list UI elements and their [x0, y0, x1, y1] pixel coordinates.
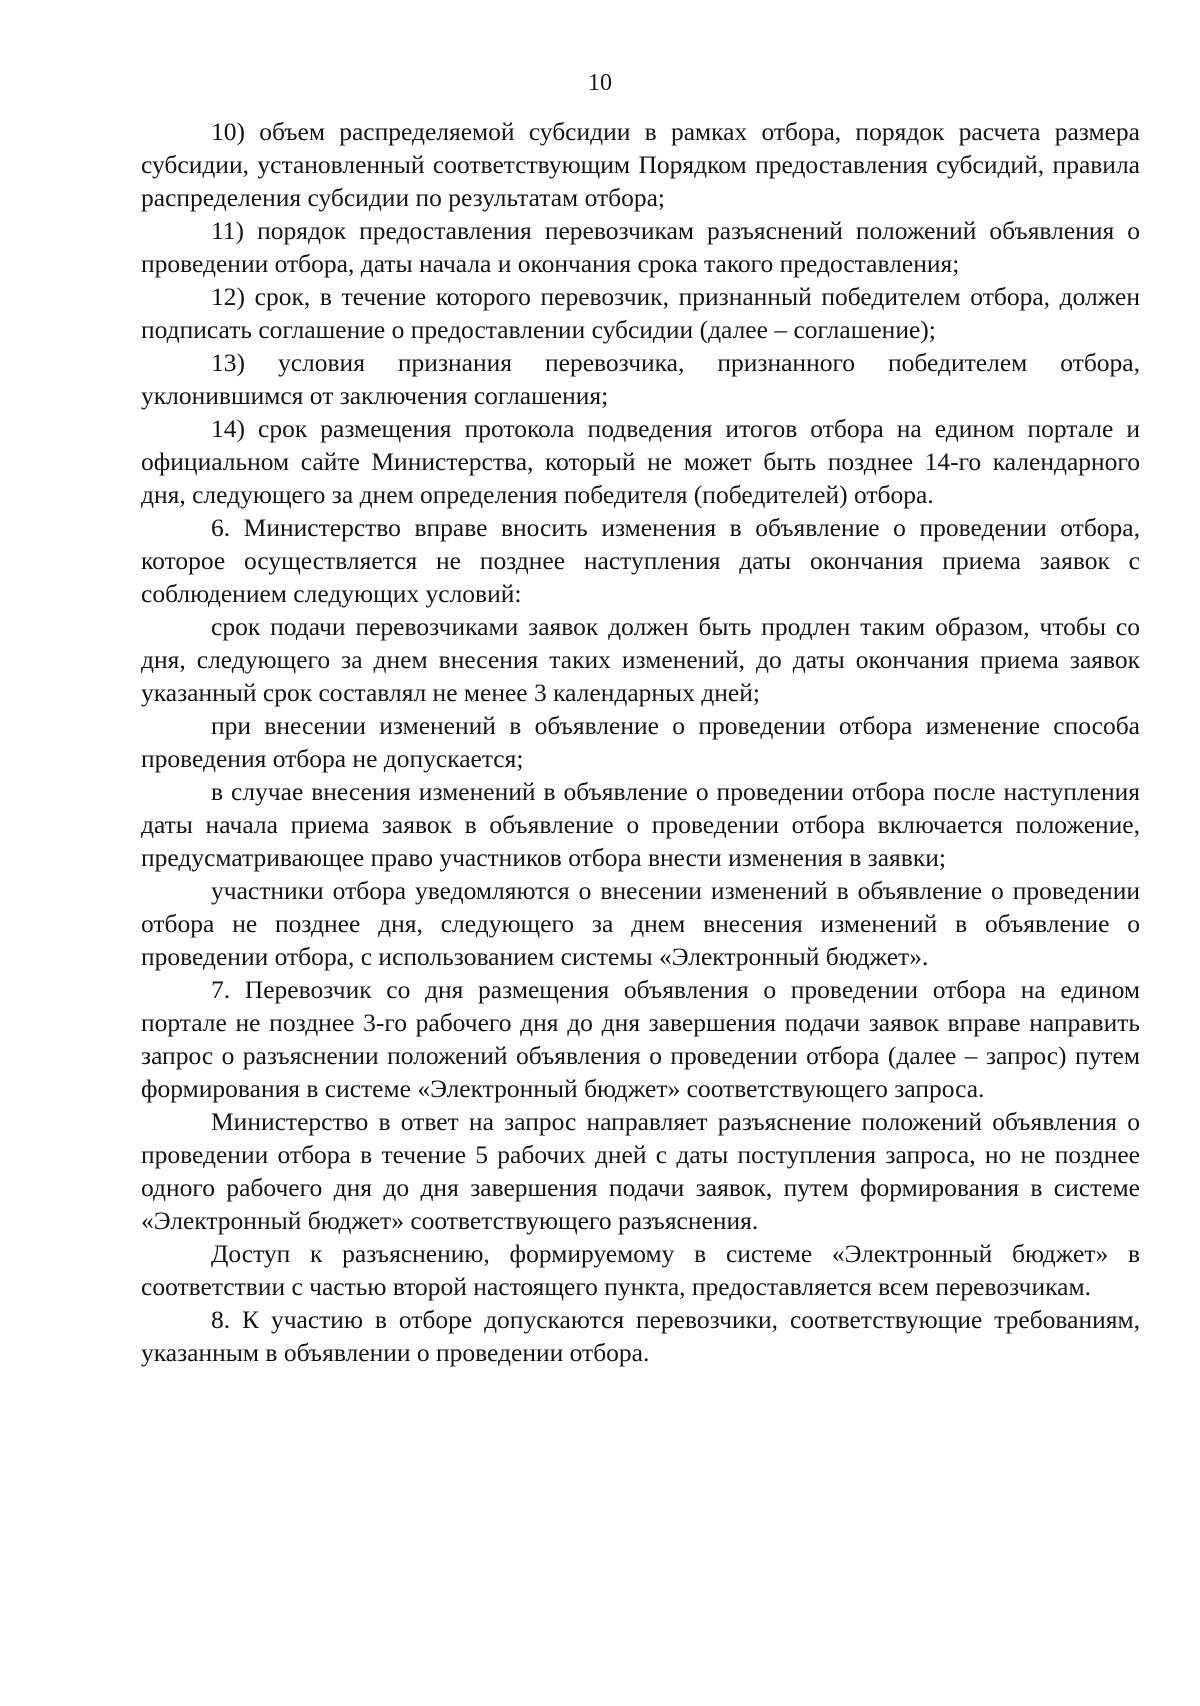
paragraph-item-11: 11) порядок предоставления перевозчикам разъяснений положений объявления о проведении отбора, даты начала и окончания срока такого предоставления; — [141, 216, 1140, 278]
document-body — [141, 115, 1140, 1369]
paragraph-condition-deadline: срок подачи перевозчиками заявок должен быть продлен таким образом, чтобы со дня, следующего за днем внесения таких изменений, до даты окончания приема заявок указанный срок составлял не менее 3 календарных дней; — [141, 612, 1140, 707]
paragraph-clause-8: 8. К участию в отборе допускаются перевозчики, соответствующие требованиям, указанным в объявлении о проведении отбора. — [141, 1305, 1140, 1367]
paragraph-item-13: 13) условия признания перевозчика, признанного победителем отбора, уклонившимся от заключения соглашения; — [141, 348, 1140, 410]
paragraph-clause-7: 7. Перевозчик со дня размещения объявления о проведении отбора на едином портале не позднее 3-го рабочего дня до дня завершения подачи заявок вправе направить запрос о разъяснении положений объявления о проведении отбора (далее – запрос) путем формирования в системе «Электронный бюджет» соответствующего запроса. — [141, 975, 1140, 1103]
paragraph-condition-notification: участники отбора уведомляются о внесении изменений в объявление о проведении отбора не позднее дня, следующего за днем внесения изменений в объявление о проведении отбора, с использованием системы «Электронный бюджет». — [141, 876, 1140, 971]
page-number: 10 — [588, 70, 612, 96]
paragraph-item-10: 10) объем распределяемой субсидии в рамках отбора, порядок расчета размера субсидии, установленный соответствующим Порядком предоставления субсидий, правила распределения субсидии по результатам отбора; — [141, 117, 1140, 212]
paragraph-access: Доступ к разъяснению, формируемому в системе «Электронный бюджет» в соответствии с частью второй настоящего пункта, предоставляется всем перевозчикам. — [141, 1239, 1140, 1301]
paragraph-item-14: 14) срок размещения протокола подведения итогов отбора на едином портале и официальном сайте Министерства, который не может быть позднее 14-го календарного дня, следующего за днем определения победителя (победителей) отбора. — [141, 414, 1140, 509]
paragraph-condition-method: при внесении изменений в объявление о проведении отбора изменение способа проведения отбора не допускается; — [141, 711, 1140, 773]
paragraph-clause-6: 6. Министерство вправе вносить изменения в объявление о проведении отбора, которое осуществляется не позднее наступления даты окончания приема заявок с соблюдением следующих условий: — [141, 513, 1140, 608]
paragraph-ministry-response: Министерство в ответ на запрос направляет разъяснение положений объявления о проведении отбора в течение 5 рабочих дней с даты поступления запроса, но не позднее одного рабочего дня до дня завершения подачи заявок, путем формирования в системе «Электронный бюджет» соответствующего разъяснения. — [141, 1107, 1140, 1235]
paragraph-item-12: 12) срок, в течение которого перевозчик, признанный победителем отбора, должен подписать соглашение о предоставлении субсидии (далее – соглашение); — [141, 282, 1140, 344]
paragraph-condition-amendments: в случае внесения изменений в объявление о проведении отбора после наступления даты начала приема заявок в объявление о проведении отбора включается положение, предусматривающее право участников отбора внести изменения в заявки; — [141, 777, 1140, 872]
